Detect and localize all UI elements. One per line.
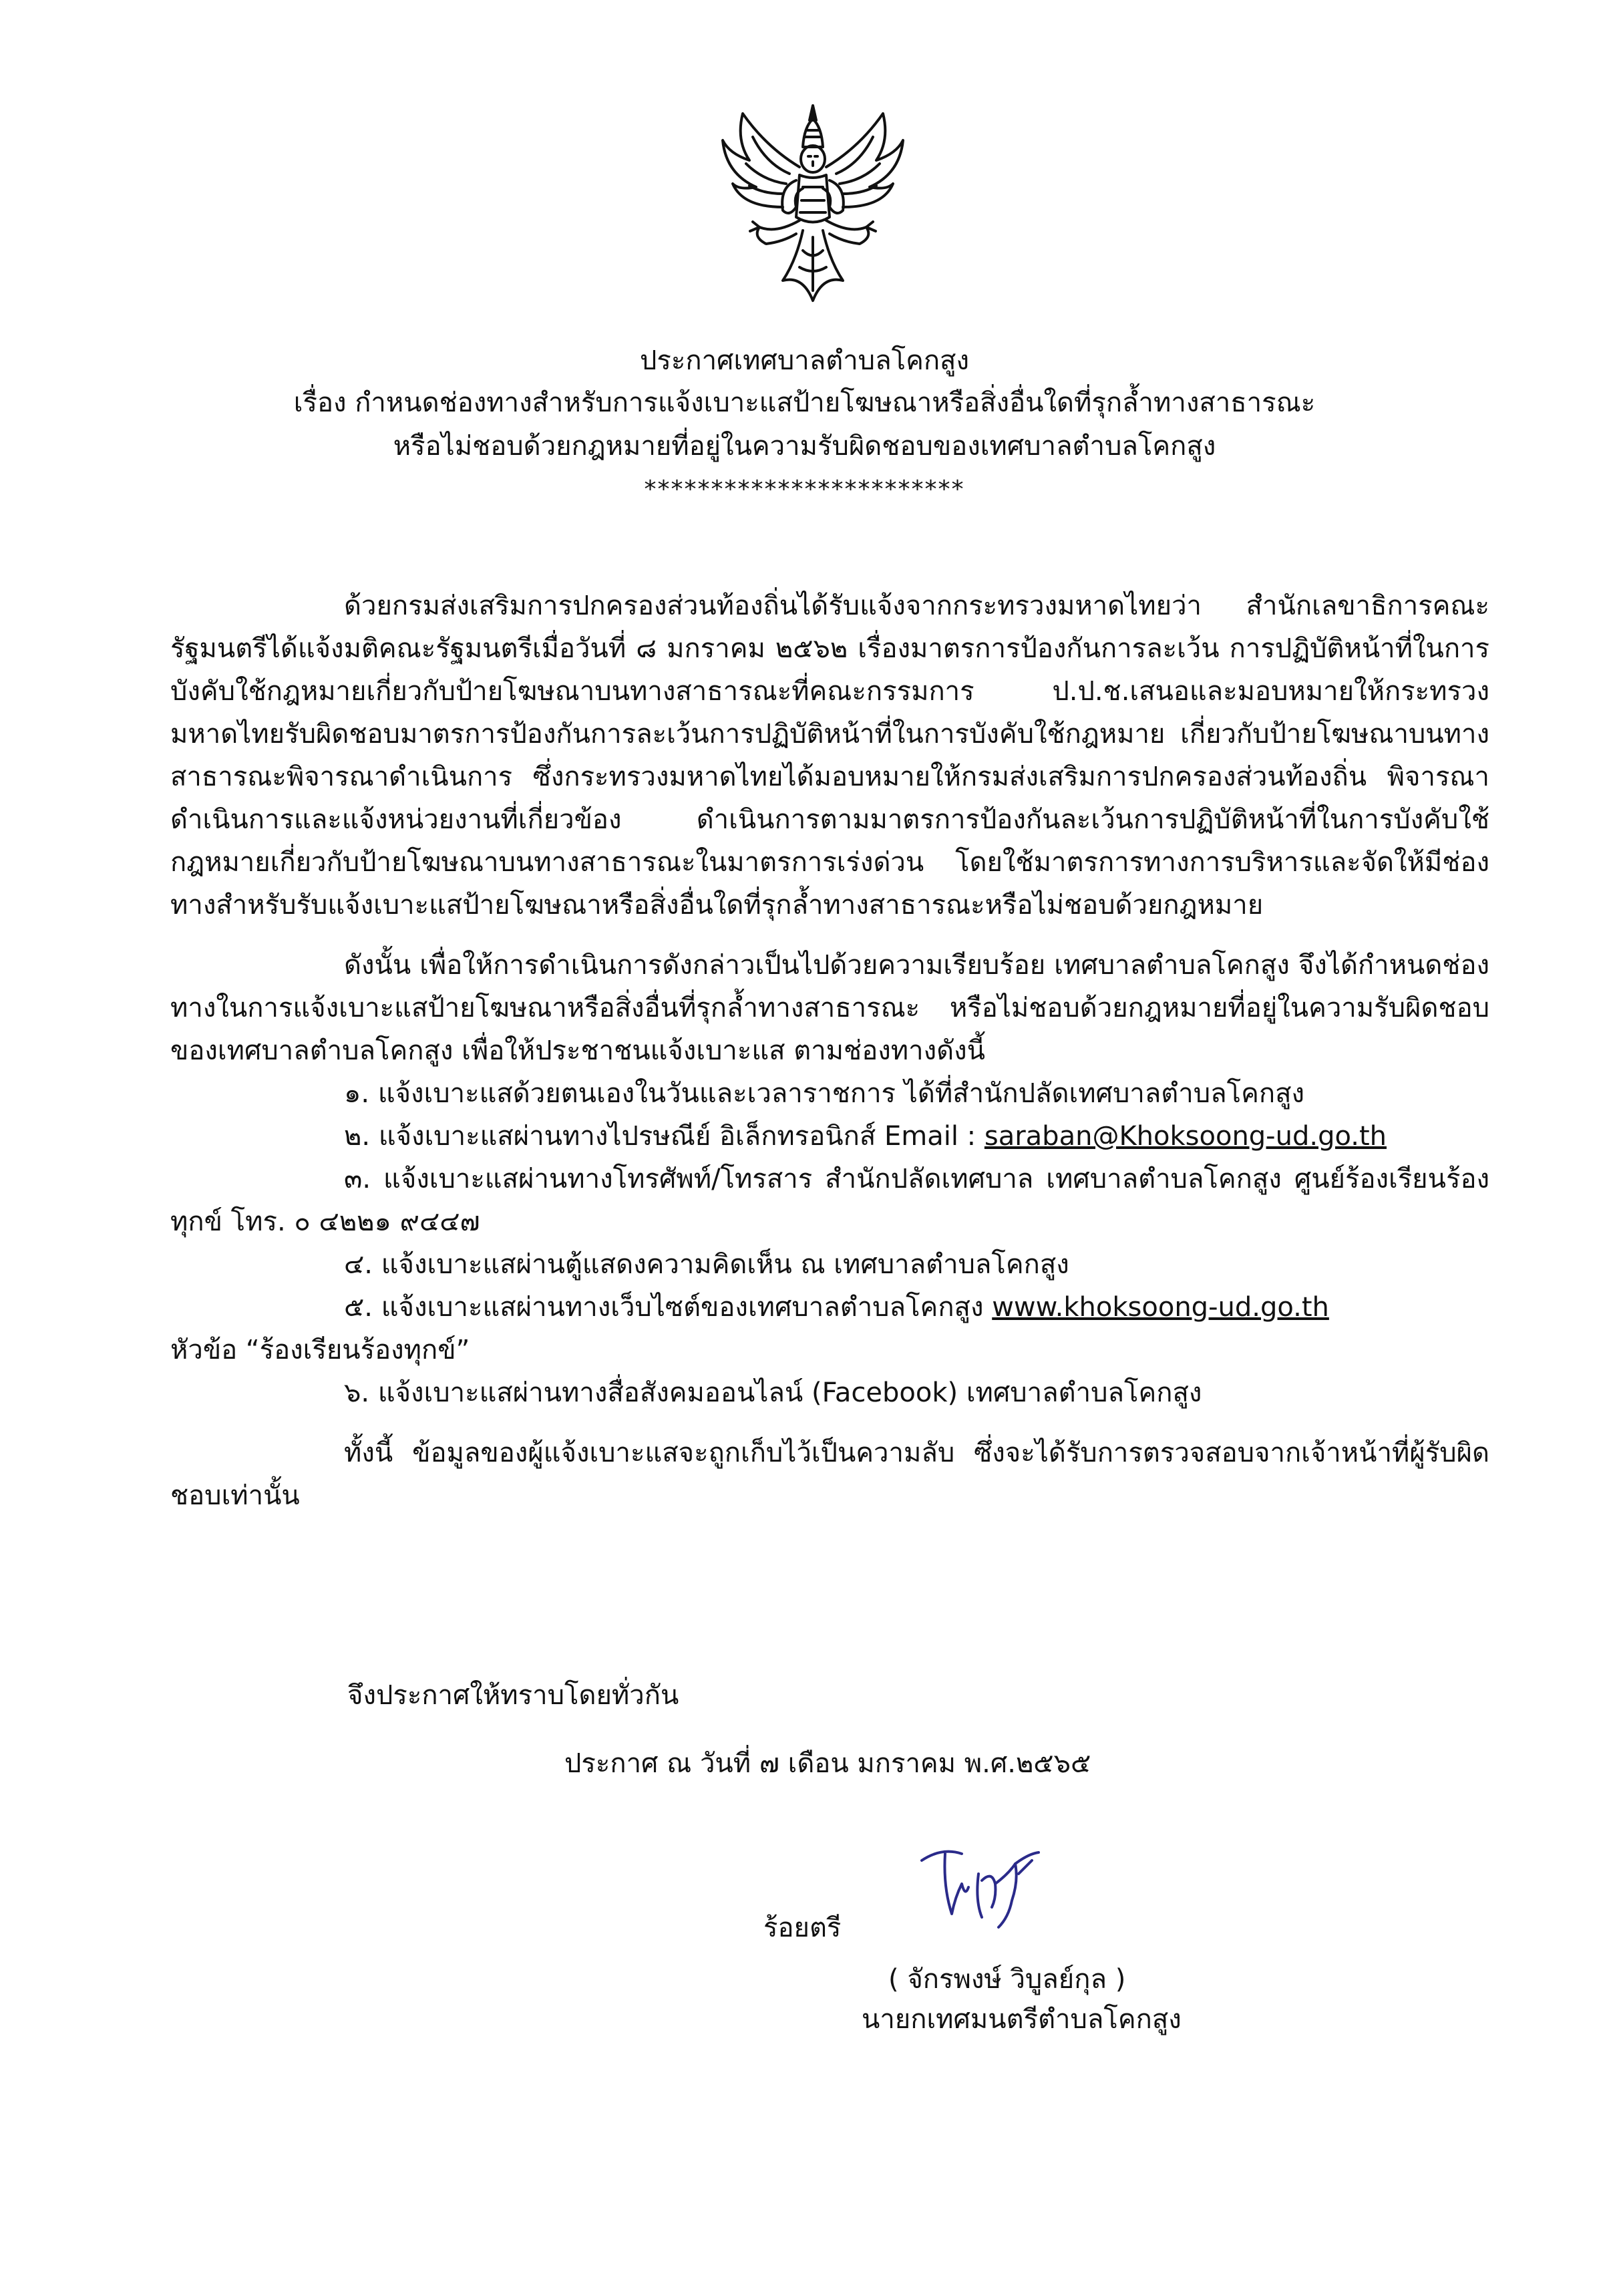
email-link[interactable]: saraban@Khoksoong-ud.go.th <box>984 1121 1387 1152</box>
signer-name: ( จักรพงษ์ วิบูลย์กุล ) <box>888 1964 1126 1995</box>
website-link[interactable]: www.khoksoong-ud.go.th <box>992 1292 1329 1323</box>
document-title: ประกาศเทศบาลตำบลโคกสูง <box>640 345 969 376</box>
item-text: แจ้งเบาะแสผ่านทางไปรษณีย์ อิเล็กทรอนิกส์ Email : <box>378 1121 985 1152</box>
item-number: ๒. <box>344 1121 371 1152</box>
announcement-date: ประกาศ ณ วันที่ ๗ เดือน มกราคม พ.ศ.๒๕๖๕ <box>564 1748 1091 1779</box>
subject-line-1: เรื่อง กำหนดช่องทางสำหรับการแจ้งเบาะแสป้ายโฆษณาหรือสิ่งอื่นใดที่รุกล้ำทางสาธารณะ <box>293 387 1316 418</box>
item-text: แจ้งเบาะแสผ่านทางโทรศัพท์/โทรสาร สำนักปลัดเทศบาล เทศบาลตำบลโคกสูง ศูนย์ร้องเรียนร้องทุกข์ โทร. ๐ ๔๒๒๑ ๙๔๔๗ <box>170 1164 1489 1237</box>
channel-item-1 <box>170 1072 1489 1115</box>
item-text: แจ้งเบาะแสด้วยตนเองในวันและเวลาราชการ ได้ที่สำนักปลัดเทศบาลตำบลโคกสูง <box>377 1078 1305 1109</box>
item-text: แจ้งเบาะแสผ่านทางสื่อสังคมออนไลน์ (Facebook) เทศบาลตำบลโคกสูง <box>377 1377 1202 1408</box>
garuda-emblem-icon <box>703 100 923 321</box>
item-number: ๕. <box>344 1292 373 1323</box>
announce-to-all: จึงประกาศให้ทราบโดยทั่วกัน <box>347 1680 679 1711</box>
paragraph-channels-intro: ดังนั้น เพื่อให้การดำเนินการดังกล่าวเป็นไปด้วยความเรียบร้อย เทศบาลตำบลโคกสูง จึงได้กำหนดช่องทางในการแจ้งเบาะแสป้ายโฆษณาหรือสิ่งอื่นที่รุกล้ำทางสาธารณะ หรือไม่ชอบด้วยกฎหมายที่อยู่ในความรับผิดชอบของเทศบาลตำบลโคกสูง เพื่อให้ประชาชนแจ้งเบาะแส ตามช่องทางดังนี้ <box>170 950 1489 1066</box>
channel-item-2 <box>170 1115 1489 1158</box>
item-number: ๑. <box>344 1078 370 1109</box>
item-text: แจ้งเบาะแสผ่านตู้แสดงความคิดเห็น ณ เทศบาลตำบลโคกสูง <box>381 1249 1069 1280</box>
paragraph-confidentiality: ทั้งนี้ ข้อมูลของผู้แจ้งเบาะแสจะถูกเก็บไว้เป็นความลับ ซึ่งจะได้รับการตรวจสอบจากเจ้าหน้าที่ผู้รับผิดชอบเท่านั้น <box>170 1438 1489 1511</box>
channel-item-5-topic: หัวข้อ “ร้องเรียนร้องทุกข์” <box>170 1335 470 1365</box>
separator-line: ************************ <box>644 476 965 503</box>
item-number: ๓. <box>344 1164 371 1194</box>
channel-item-5 <box>170 1286 1489 1329</box>
signer-rank: ร้อยตรี <box>763 1913 842 1943</box>
subject-line-2: หรือไม่ชอบด้วยกฎหมายที่อยู่ในความรับผิดชอบของเทศบาลตำบลโคกสูง <box>393 431 1216 462</box>
item-number: ๖. <box>344 1377 370 1408</box>
item-number: ๔. <box>344 1249 373 1280</box>
signer-position: นายกเทศมนตรีตำบลโคกสูง <box>862 2004 1182 2035</box>
channel-item-6 <box>170 1371 1489 1414</box>
channel-item-3 <box>170 1158 1489 1243</box>
body-section <box>170 585 1489 1517</box>
item-text: แจ้งเบาะแสผ่านทางเว็บไซต์ของเทศบาลตำบลโคกสูง <box>381 1292 993 1323</box>
handwritten-signature-icon <box>915 1834 1049 1934</box>
channel-item-4 <box>170 1243 1489 1286</box>
paragraph-background: ด้วยกรมส่งเสริมการปกครองส่วนท้องถิ่นได้รับแจ้งจากกระทรวงมหาดไทยว่า สำนักเลขาธิการคณะรัฐมนตรีได้แจ้งมติคณะรัฐมนตรีเมื่อวันที่ ๘ มกราคม ๒๕๖๒ เรื่องมาตรการป้องกันการละเว้น การปฏิบัติหน้าที่ในการบังคับใช้กฎหมายเกี่ยวกับป้ายโฆษณาบนทางสาธารณะที่คณะกรรมการ ป.ป.ช.เสนอและมอบหมายให้กระทรวงมหาดไทยรับผิดชอบมาตรการป้องกันการละเว้นการปฏิบัติหน้าที่ในการบังคับใช้กฎหมาย เกี่ยวกับป้ายโฆษณาบนทางสาธารณะพิจารณาดำเนินการ ซึ่งกระทรวงมหาดไทยได้มอบหมายให้กรมส่งเสริมการปกครองส่วนท้องถิ่น พิจารณาดำเนินการและแจ้งหน่วยงานที่เกี่ยวข้อง ดำเนินการตามมาตรการป้องกันละเว้นการปฏิบัติหน้าที่ในการบังคับใช้กฎหมายเกี่ยวกับป้ายโฆษณาบนทางสาธารณะในมาตรการเร่งด่วน โดยใช้มาตรการทางการบริหารและจัดให้มีช่องทางสำหรับรับแจ้งเบาะแสป้ายโฆษณาหรือสิ่งอื่นใดที่รุกล้ำทางสาธารณะหรือไม่ชอบด้วยกฎหมาย <box>170 591 1489 921</box>
